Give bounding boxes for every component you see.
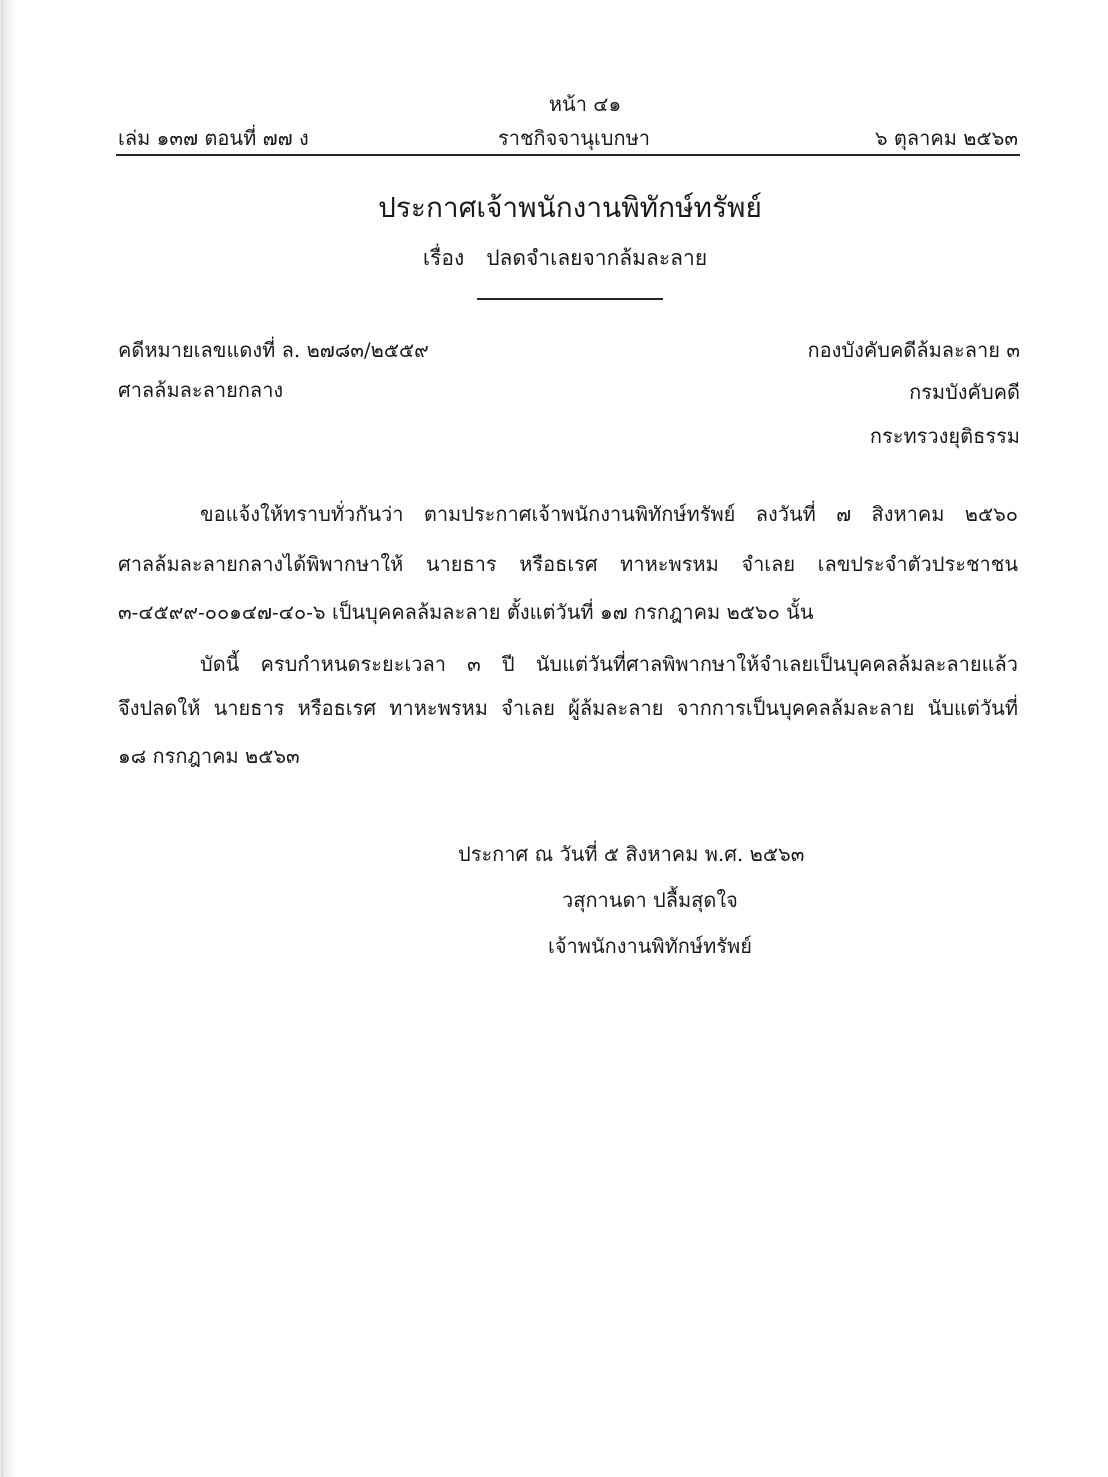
page-number: หน้า ๔๑ bbox=[548, 92, 622, 116]
title-divider bbox=[477, 298, 663, 300]
case-number: คดีหมายเลขแดงที่ ล. ๒๗๘๓/๒๕๕๙ bbox=[118, 338, 429, 362]
body-line: จึงปลดให้ นายธาร หรือธเรศ ทาหะพรหม จำเลย ผู้ล้มละลาย จากการเป็นบุคคลล้มละลาย นับแต่วันที่ bbox=[118, 696, 1018, 720]
body-line: ๓-๔๕๙๙-๐๐๑๔๗-๔๐-๖ เป็นบุคคลล้มละลาย ตั้งแต่วันที่ ๑๗ กรกฎาคม ๒๕๖๐ นั้น bbox=[118, 600, 814, 624]
body-line: ขอแจ้งให้ทราบทั่วกันว่า ตามประกาศเจ้าพนักงานพิทักษ์ทรัพย์ ลงวันที่ ๗ สิงหาคม ๒๕๖๐ bbox=[200, 502, 1018, 526]
body-line: ศาลล้มละลายกลางได้พิพากษาให้ นายธาร หรือธเรศ ทาหะพรหม จำเลย เลขประจำตัวประชาชน bbox=[118, 552, 1018, 576]
signatory-position: เจ้าพนักงานพิทักษ์ทรัพย์ bbox=[548, 934, 752, 958]
subject-text: ปลดจำเลยจากล้มละลาย bbox=[486, 246, 708, 270]
header-rule bbox=[116, 154, 1020, 156]
office-name: กองบังคับคดีล้มละลาย ๓ bbox=[807, 338, 1020, 362]
announcement-title: ประกาศเจ้าพนักงานพิทักษ์ทรัพย์ bbox=[378, 191, 762, 224]
court-name: ศาลล้มละลายกลาง bbox=[118, 378, 284, 402]
body-line: ๑๘ กรกฎาคม ๒๕๖๓ bbox=[118, 744, 300, 768]
body-line: บัดนี้ ครบกำหนดระยะเวลา ๓ ปี นับแต่วันที่ศาลพิพากษาให้จำเลยเป็นบุคคลล้มละลายแล้ว bbox=[200, 652, 1018, 676]
signature-date: ประกาศ ณ วันที่ ๕ สิงหาคม พ.ศ. ๒๕๖๓ bbox=[458, 842, 805, 866]
gazette-name: ราชกิจจานุเบกษา bbox=[497, 126, 651, 150]
announcement-subject bbox=[0, 242, 1108, 275]
signatory-name: วสุกานดา ปลื้มสุดใจ bbox=[562, 888, 738, 912]
volume-issue: เล่ม ๑๓๗ ตอนที่ ๗๗ ง bbox=[118, 126, 309, 150]
publication-date: ๖ ตุลาคม ๒๕๖๓ bbox=[874, 126, 1018, 150]
department-name: กรมบังคับคดี bbox=[909, 380, 1020, 404]
subject-label: เรื่อง bbox=[422, 246, 465, 270]
ministry-name: กระทรวงยุติธรรม bbox=[869, 424, 1020, 448]
